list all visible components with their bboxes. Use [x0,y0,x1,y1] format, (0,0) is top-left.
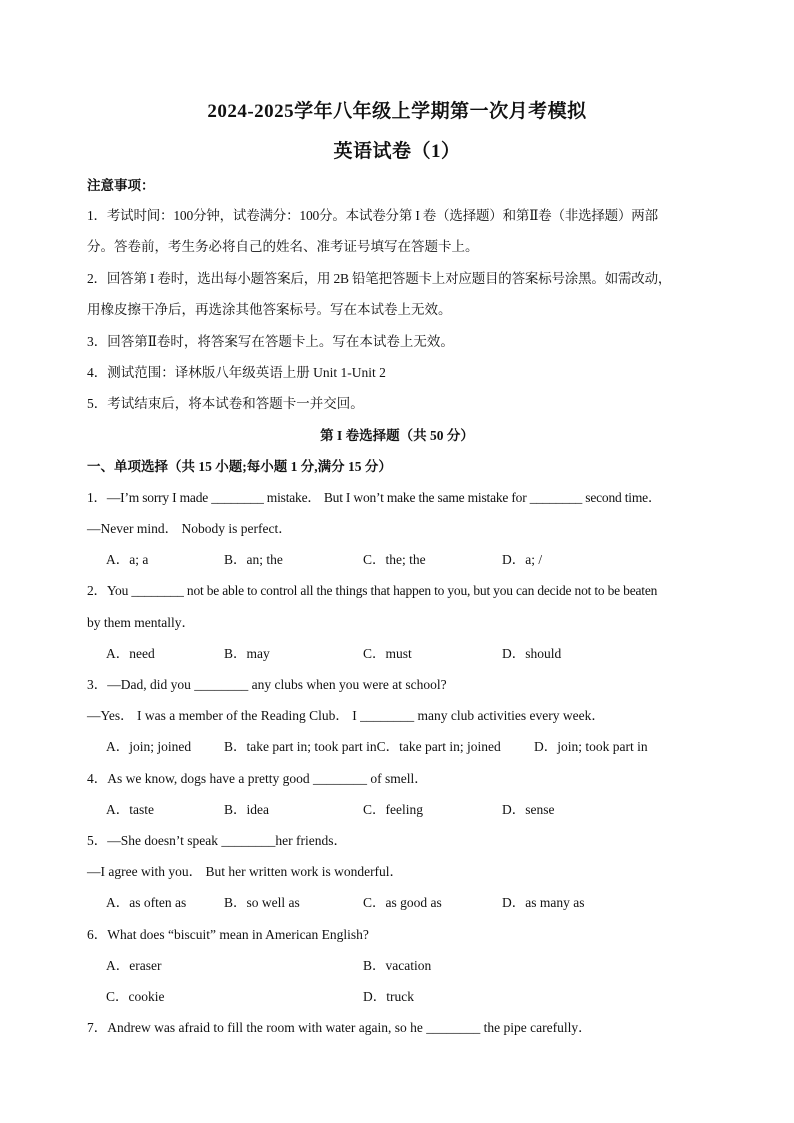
notice-line: 3．回答第Ⅱ卷时，将答案写在答题卡上。写在本试卷上无效。 [87,334,454,349]
question-3-reply: —Yes． I was a member of the Reading Club． I ________ many club activities every week． [87,708,605,723]
question-3-options [106,738,706,756]
question-6-stem: 6．What does “biscuit” mean in American English? [87,927,369,942]
option-b: B．may [224,646,270,661]
option-c: C．the; the [363,552,426,567]
option-a: A．taste [106,802,154,817]
question-5-options [106,894,706,912]
option-c: C．must [363,646,412,661]
section-title: 第 I 卷选择题（共 50 分） [320,428,474,443]
question-5-stem: 5．—She doesn’t speak ________her friends． [87,833,347,848]
option-d: D．a; / [502,552,543,567]
option-a: A．as often as [106,895,187,910]
option-d: D．truck [363,989,414,1004]
question-6-options-row-2 [106,988,706,1006]
option-a: A．join; joined [106,739,192,754]
question-4-stem: 4．As we know, dogs have a pretty good ________ of smell． [87,771,428,786]
notice-line: 4．测试范围：译林版八年级英语上册 Unit 1-Unit 2 [87,365,386,380]
question-7-stem: 7．Andrew was afraid to fill the room with water again, so he ________ the pipe carefully． [87,1020,592,1035]
option-d: D．sense [502,802,555,817]
option-b: B．idea [224,802,269,817]
question-6-options-row-1 [106,957,706,975]
question-5-reply: —I agree with you． But her written work is wonderful． [87,864,404,879]
page-subtitle: 英语试卷（1） [333,141,461,162]
option-b: B．take part in; took part inC．take part in; joined [224,739,501,754]
option-c: C．cookie [106,989,165,1004]
question-2-stem-cont: by them mentally． [87,615,195,630]
option-a: A．need [106,646,155,661]
option-d: D．as many as [502,895,585,910]
question-1-stem: 1．—I’m sorry I made ________ mistake． But I won’t make the same mistake for ________ second time． [87,490,662,505]
notice-heading: 注意事项： [87,178,155,193]
option-c: C．feeling [363,802,423,817]
notice-line: 2．回答第 I 卷时，选出每小题答案后，用 2B 铅笔把答题卡上对应题目的答案标号涂黑。如需改动， [87,271,672,286]
question-2-stem: 2．You ________ not be able to control all the things that happen to you, but you can decide not to be beaten [87,583,658,598]
option-b: B．vacation [363,958,432,973]
option-c: C．as good as [363,895,442,910]
option-a: A．a; a [106,552,149,567]
option-b: B．so well as [224,895,300,910]
part-title: 一、单项选择（共 15 小题;每小题 1 分,满分 15 分） [87,459,392,474]
notice-line: 5．考试结束后，将本试卷和答题卡一并交回。 [87,396,364,411]
notice-line: 分。答卷前，考生务必将自己的姓名、准考证号填写在答题卡上。 [87,239,479,254]
question-1-options [106,551,706,569]
question-3-stem: 3．—Dad, did you ________ any clubs when you were at school? [87,677,447,692]
option-b: B．an; the [224,552,283,567]
option-d: D．should [502,646,562,661]
question-1-reply: —Never mind． Nobody is perfect． [87,521,292,536]
question-4-options [106,801,706,819]
question-2-options [106,645,706,663]
notice-line: 1．考试时间：100分钟，试卷满分：100分。本试卷分第 I 卷（选择题）和第Ⅱ卷（非选择题）两部 [87,208,658,223]
notice-line: 用橡皮擦干净后，再选涂其他答案标号。写在本试卷上无效。 [87,302,452,317]
option-a: A．eraser [106,958,162,973]
option-d: D．join; took part in [534,739,648,754]
page-title: 2024-2025学年八年级上学期第一次月考模拟 [207,101,587,122]
